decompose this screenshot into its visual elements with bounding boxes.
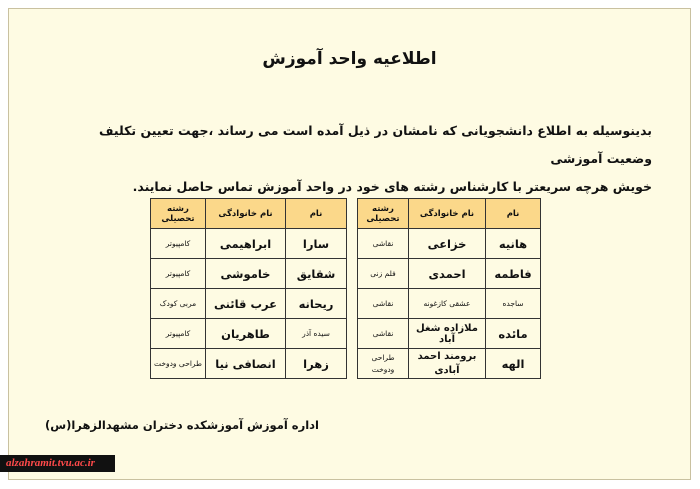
cell-family: ملازاده شغل آباد (409, 319, 486, 349)
cell-name: مائده (486, 319, 541, 349)
cell-field: طراحی ودوخت (358, 349, 409, 379)
cell-field: کامپیوتر (151, 319, 206, 349)
table-row (151, 349, 347, 379)
table-row (151, 259, 347, 289)
site-url-link[interactable]: alzahramit.tvu.ac.ir (0, 455, 115, 472)
cell-field: کامپیوتر (151, 229, 206, 259)
cell-field: نقاشی (358, 319, 409, 349)
announcement-page (8, 8, 691, 480)
cell-name: ریحانه (286, 289, 347, 319)
cell-field: فلم زنی (358, 259, 409, 289)
announcement-line-2: خویش هرچه سریعتر با کارشناس رشته های خود در واحد آموزش تماس حاصل نمایند. (132, 179, 652, 194)
table-row (151, 319, 347, 349)
cell-field: کامپیوتر (151, 259, 206, 289)
cell-family: خزاعی (409, 229, 486, 259)
announcement-text (69, 117, 652, 201)
cell-family: طاهریان (206, 319, 286, 349)
cell-name: سیده آذر (286, 319, 347, 349)
cell-field: نقاشی (358, 289, 409, 319)
cell-family: عرب قائنی (206, 289, 286, 319)
table-row (358, 319, 541, 349)
footer-signature: اداره آموزش آموزشکده دختران مشهدالزهرا(س) (44, 418, 319, 432)
cell-family: عشقی کازغونه (409, 289, 486, 319)
cell-name: شقایق (286, 259, 347, 289)
table-row (151, 289, 347, 319)
students-table-left (150, 198, 347, 379)
table-row (358, 229, 541, 259)
announcement-line-1: بدینوسیله به اطلاع دانشجویانی که نامشان در ذیل آمده است می رساند ،جهت تعیین تکلیف وضعیت آموزشی (99, 123, 652, 166)
cell-family: انصافی نیا (206, 349, 286, 379)
cell-name: ساجده (486, 289, 541, 319)
header-family: نام خانوادگی (206, 199, 286, 229)
cell-name: الهه (486, 349, 541, 379)
table-row (358, 349, 541, 379)
table-header-row (358, 199, 541, 229)
cell-name: زهرا (286, 349, 347, 379)
header-family: نام خانوادگی (409, 199, 486, 229)
cell-name: فاطمه (486, 259, 541, 289)
table-row (358, 259, 541, 289)
cell-name: هانیه (486, 229, 541, 259)
header-name: نام (286, 199, 347, 229)
cell-family: خاموشی (206, 259, 286, 289)
students-table-right (357, 198, 541, 379)
cell-family: ابراهیمی (206, 229, 286, 259)
cell-family: برومند احمد آبادی (409, 349, 486, 379)
table-row (358, 289, 541, 319)
cell-field: طراحی ودوخت (151, 349, 206, 379)
cell-field: مربی کودک (151, 289, 206, 319)
cell-field: نقاشی (358, 229, 409, 259)
page-title: اطلاعیه واحد آموزش (262, 49, 437, 69)
header-field: رشته تحصیلی (358, 199, 409, 229)
cell-name: سارا (286, 229, 347, 259)
header-name: نام (486, 199, 541, 229)
table-row (151, 229, 347, 259)
header-field: رشته تحصیلی (151, 199, 206, 229)
cell-family: احمدی (409, 259, 486, 289)
table-header-row (151, 199, 347, 229)
